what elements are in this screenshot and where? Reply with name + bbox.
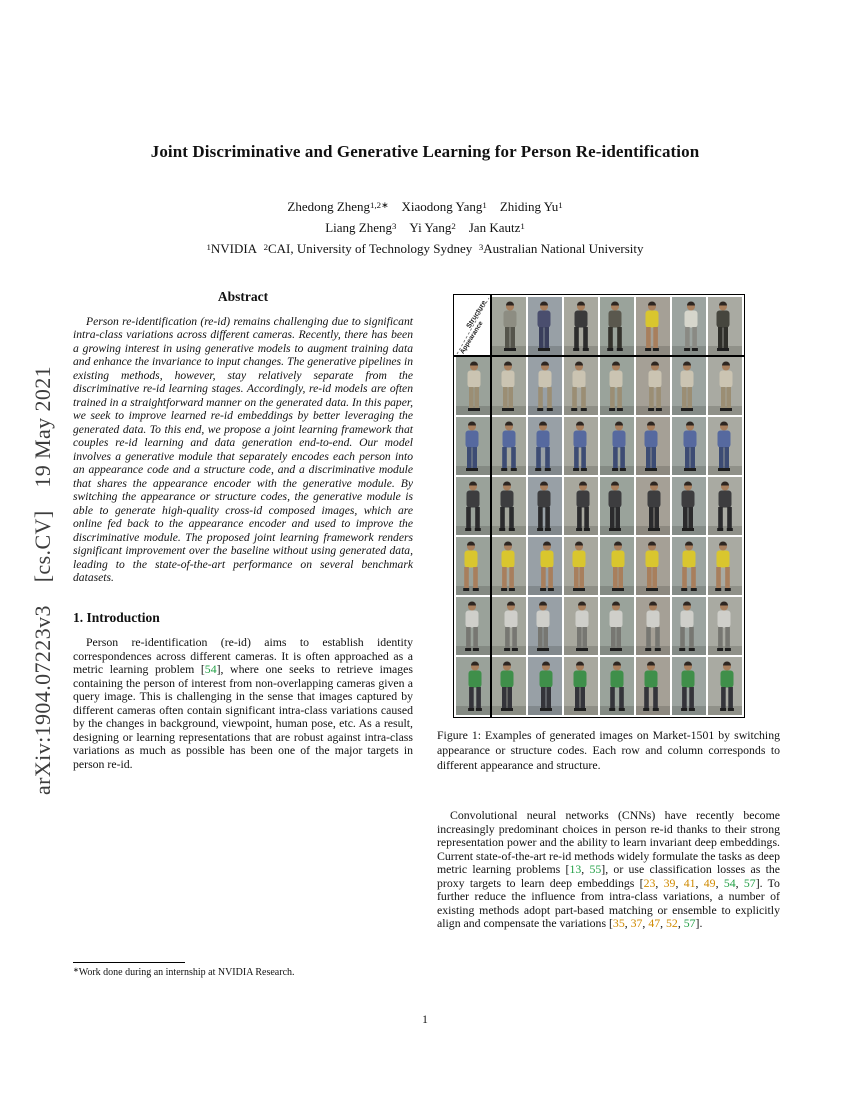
person-image-cell [456, 417, 490, 475]
abstract-text: Person re-identification (re-id) remains challenging due to significant intra-class variations across different cameras. Recently, there has been a growing interest in using generative models to augment training data and enhance the invariance to input changes. The generative pipelines in existing methods, however, stay relatively separate from the discriminative re-id learning stages. Accordingly, re-id models are often trained in a straightforward manner on the generated data. In this paper, we seek to improve learned re-id embeddings by better leveraging the generated data. To this end, we propose a joint learning framework that couples re-id learning and data generation end-to-end. Our model involves a generative module that separately encodes each person into an appearance code and a structure code, and a discriminative module that shares the appearance encoder with the generative module. By switching the appearance or structure codes, the generative module is able to generate high-quality cross-id composed images, which are online fed back to the appearance encoder and used to improve the discriminative module. The proposed joint learning framework renders significant improvement over the baseline without using generated data, leading to the state-of-the-art performance on several benchmark datasets. [73, 314, 413, 584]
person-image-cell [708, 297, 742, 355]
person-image-cell [456, 357, 490, 415]
paper-title: Joint Discriminative and Generative Learning for Person Re-identification [150, 142, 700, 161]
citation-link[interactable]: 47 [648, 916, 661, 930]
author-line-1 [40, 197, 810, 218]
superscript: 2 [263, 241, 268, 252]
person-image-cell [492, 477, 526, 535]
text-segment: Work done during an internship at NVIDIA Research. [78, 967, 295, 978]
person-image-cell [564, 417, 598, 475]
abstract-heading: Abstract [217, 289, 269, 304]
text-segment: Zhedong Zheng [287, 199, 371, 214]
text-segment: Yi Yang [396, 220, 452, 235]
person-image-cell [528, 537, 562, 595]
structure-axis-label: Structure [465, 299, 489, 330]
figure-1 [453, 294, 745, 718]
person-image-cell [528, 417, 562, 475]
person-image-cell [672, 417, 706, 475]
right-column [437, 294, 780, 931]
introduction-paragraph [73, 636, 413, 771]
text-segment: , [581, 862, 590, 876]
text-segment: Zhiding Yu [486, 199, 559, 214]
citation-link[interactable]: 54 [723, 875, 736, 890]
person-image-cell [564, 597, 598, 655]
text-segment: Jan Kautz [455, 220, 521, 235]
person-image-cell [672, 537, 706, 595]
person-image-cell [600, 417, 634, 475]
person-image-cell [600, 297, 634, 355]
citation-link[interactable]: 55 [589, 862, 602, 876]
person-image-cell [492, 357, 526, 415]
text-segment: Person re-identification (re-id) aims to establish identity correspondences across different cameras. It is often approached as a metric learning problem [ [73, 635, 413, 676]
person-image-cell [708, 417, 742, 475]
citation-link[interactable]: 23 [643, 875, 656, 890]
person-image-cell [636, 597, 670, 655]
person-image-cell [636, 297, 670, 355]
person-image-cell [708, 657, 742, 715]
text-segment: , [624, 916, 631, 930]
text-segment: , [675, 875, 684, 890]
footnote-text [73, 967, 295, 978]
citation-link[interactable]: 35 [612, 916, 625, 930]
superscript: 3 [391, 220, 397, 231]
person-image-cell [672, 477, 706, 535]
person-image-cell [672, 657, 706, 715]
grid-separator-horizontal [454, 355, 744, 357]
person-image-cell [564, 657, 598, 715]
person-image-cell [492, 297, 526, 355]
superscript: 1 [520, 220, 525, 231]
person-image-cell [600, 477, 634, 535]
person-image-cell [636, 657, 670, 715]
left-column [73, 290, 413, 771]
citation-link[interactable]: 13 [569, 862, 582, 876]
person-image-cell [672, 297, 706, 355]
person-image-cell [456, 537, 490, 595]
person-image-cell [528, 297, 562, 355]
footnote [73, 962, 413, 980]
text-segment: ], or use classification losses as the proxy targets to learn deep embeddings [ [437, 862, 780, 890]
person-image-cell [564, 537, 598, 595]
person-image-cell [492, 537, 526, 595]
citation-link[interactable]: 54 [204, 662, 217, 676]
text-segment: , [695, 875, 704, 890]
citation-link[interactable]: 41 [683, 875, 696, 890]
text-segment: , [642, 916, 649, 930]
person-image-cell [600, 597, 634, 655]
citation-link[interactable]: 57 [683, 916, 696, 930]
page-number: 1 [422, 1014, 428, 1026]
superscript: ∗ [73, 967, 79, 975]
superscript: 1 [482, 199, 487, 210]
person-image-cell [636, 537, 670, 595]
person-image-cell [456, 597, 490, 655]
citation-link[interactable]: 49 [703, 875, 716, 890]
person-image-cell [564, 357, 598, 415]
person-image-cell [636, 357, 670, 415]
text-segment: Australian National University [483, 241, 644, 256]
text-segment: CAI, University of Technology Sydney [268, 241, 479, 256]
person-image-cell [672, 357, 706, 415]
figure-caption: Figure 1: Examples of generated images on Market-1501 by switching appearance or structure codes. Each row and column corresponds to different appearance and structure. [437, 728, 780, 772]
text-segment: Liang Zheng [325, 220, 392, 235]
figure-grid [453, 294, 745, 718]
appearance-axis-label: Appearance [458, 319, 485, 355]
person-image-cell [636, 477, 670, 535]
person-image-cell [708, 597, 742, 655]
author-line-2 [40, 218, 810, 239]
person-image-cell [528, 597, 562, 655]
grid-separator-vertical [490, 295, 492, 717]
person-image-cell [456, 477, 490, 535]
text-segment: NVIDIA [210, 241, 264, 256]
citation-link[interactable]: 39 [663, 875, 676, 890]
text-segment: ]. To further reduce the influence from intra-class variations, a number of existing methods adopt part-based matching or ensemble to explicitly align and compensate the variations [ [437, 875, 780, 930]
text-segment: Convolutional neural networks (CNNs) have recently become increasingly predominant choices in person re-id thanks to their strong representation power and the ability to learn invariant deep embeddings. Current state-of-the-art re-id methods widely formulate the tasks as deep metric learning problems [ [437, 808, 780, 876]
person-image-cell [600, 537, 634, 595]
person-image-cell [636, 417, 670, 475]
superscript: 2 [451, 220, 456, 231]
person-image-cell [528, 477, 562, 535]
figure-axis-corner [456, 297, 490, 355]
introduction-heading: 1. Introduction [73, 609, 160, 625]
person-image-cell [708, 537, 742, 595]
person-image-cell [708, 477, 742, 535]
affiliations-line [40, 239, 810, 260]
person-image-cell [600, 357, 634, 415]
text-segment: , [660, 916, 667, 930]
citation-link[interactable]: 57 [743, 875, 756, 890]
person-image-cell [492, 417, 526, 475]
citation-link[interactable]: 52 [666, 916, 678, 930]
superscript: 1,2∗ [370, 199, 389, 210]
person-image-cell [528, 657, 562, 715]
person-image-cell [564, 477, 598, 535]
person-image-cell [564, 297, 598, 355]
arxiv-stamp: arXiv:1904.07223v3 [cs.CV] 19 May 2021 [30, 365, 55, 795]
person-image-cell [672, 597, 706, 655]
text-segment: , [715, 875, 724, 890]
person-image-cell [528, 357, 562, 415]
author-block [40, 197, 810, 260]
related-work-paragraph [437, 809, 780, 931]
person-image-cell [600, 657, 634, 715]
person-image-cell [456, 657, 490, 715]
text-segment: , [677, 916, 684, 930]
person-image-cell [708, 357, 742, 415]
superscript: 1 [558, 199, 563, 210]
text-segment: , [655, 875, 664, 890]
superscript: 3 [478, 241, 484, 252]
person-image-cell [492, 657, 526, 715]
text-segment: , [735, 875, 744, 890]
footnote-rule [73, 962, 185, 963]
person-image-cell [492, 597, 526, 655]
citation-link[interactable]: 37 [630, 916, 643, 930]
text-segment: ], where one seeks to retrieve images containing the person of interest from non-overlapping cameras given a query image. This is challenging in the sense that images captured by different cameras often contain significant intra-class variations caused by the changes in background, viewpoint, human pose, etc. As a result, designing or learning representations that are robust against intra-class variations as much as possible has been one of the major targets in person re-id. [73, 662, 414, 771]
text-segment: ]. [695, 916, 703, 930]
text-segment: Xiaodong Yang [388, 199, 483, 214]
superscript: 1 [206, 241, 211, 252]
